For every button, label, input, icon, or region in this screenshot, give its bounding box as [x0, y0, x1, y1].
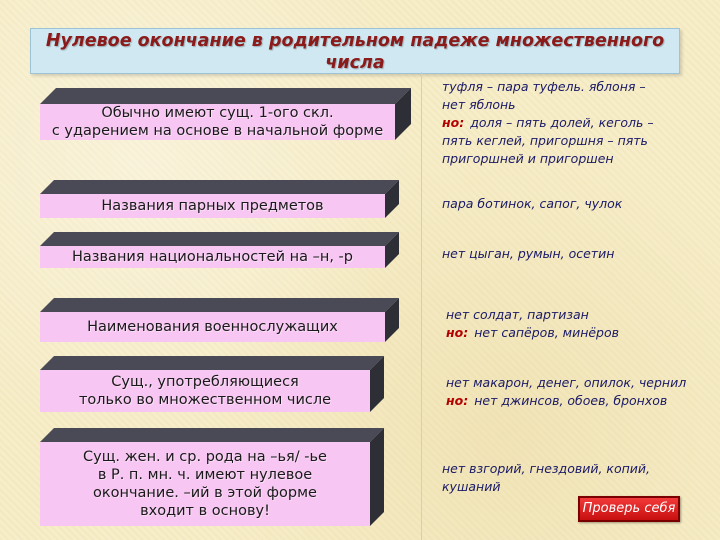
exception-marker: но: — [446, 325, 469, 340]
example-line — [442, 460, 712, 478]
card-top-face — [40, 298, 399, 312]
example-block — [446, 374, 712, 410]
example-line — [446, 324, 712, 342]
example-text: нет яблонь — [442, 97, 516, 112]
rule-line: Наименования военнослужащих — [87, 319, 338, 335]
card-top-face — [40, 232, 399, 246]
rule-line: Названия парных предметов — [101, 198, 324, 214]
rule-line: Сущ., употребляющиеся — [111, 374, 299, 390]
example-line — [442, 132, 712, 150]
rule-card — [40, 88, 411, 140]
rule-line: Сущ. жен. и ср. рода на –ья/ -ье — [83, 449, 327, 465]
column-divider — [421, 72, 422, 540]
rule-card — [40, 428, 384, 526]
rule-text — [40, 370, 370, 412]
rule-line: с ударением на основе в начальной форме — [51, 123, 384, 139]
example-text: кушаний — [442, 479, 501, 494]
example-line — [446, 374, 712, 392]
rule-line: только во множественном числе — [78, 392, 332, 408]
rule-line: Названия национальностей на –н, -р — [72, 249, 353, 265]
rule-text — [40, 194, 385, 218]
example-block — [442, 460, 712, 496]
example-text: нет цыган, румын, осетин — [442, 246, 615, 261]
exception-marker: но: — [446, 393, 469, 408]
card-top-face — [40, 356, 384, 370]
example-text: пригоршней и пригоршен — [442, 151, 614, 166]
rule-text — [40, 246, 385, 268]
example-text: доля – пять долей, кеголь – — [470, 115, 654, 130]
rule-line: Обычно имеют сущ. 1-ого скл. — [101, 105, 334, 121]
example-line — [442, 96, 712, 114]
example-line — [442, 78, 712, 96]
exception-marker: но: — [442, 115, 465, 130]
title-line-2: числа — [325, 53, 385, 73]
example-line — [442, 195, 712, 213]
rule-text — [40, 104, 395, 140]
check-yourself-button[interactable]: Проверь себя — [578, 496, 680, 522]
example-block — [442, 78, 712, 168]
example-text: нет джинсов, обоев, бронхов — [474, 393, 668, 408]
example-line — [442, 478, 712, 496]
rule-text — [40, 312, 385, 342]
rule-line: окончание. –ий в этой форме — [93, 485, 317, 501]
example-block — [442, 245, 712, 263]
example-line — [446, 306, 712, 324]
example-block — [442, 195, 712, 213]
rule-card — [40, 298, 399, 342]
example-line — [446, 392, 712, 410]
example-text: пять кеглей, пригоршня – пять — [442, 133, 648, 148]
example-block — [446, 306, 712, 342]
example-line — [442, 245, 712, 263]
rule-card — [40, 232, 399, 268]
example-text: нет взгорий, гнездовий, копий, — [442, 461, 650, 476]
example-text: нет солдат, партизан — [446, 307, 589, 322]
example-line — [442, 114, 712, 132]
card-top-face — [40, 428, 384, 442]
example-line — [442, 150, 712, 168]
example-text: нет сапёров, минёров — [474, 325, 620, 340]
example-text: пара ботинок, сапог, чулок — [442, 196, 623, 211]
rule-line: входит в основу! — [140, 503, 270, 519]
example-text: нет макарон, денег, опилок, чернил — [446, 375, 687, 390]
rule-line: в Р. п. мн. ч. имеют нулевое — [97, 467, 313, 483]
card-top-face — [40, 88, 411, 104]
example-text: туфля – пара туфель. яблоня – — [442, 79, 646, 94]
title-line-1: Нулевое окончание в родительном падеже множественного — [45, 31, 665, 51]
rule-card — [40, 356, 384, 412]
rule-text — [40, 442, 370, 526]
page-title — [30, 28, 680, 74]
rule-card — [40, 180, 399, 218]
card-side-face — [370, 428, 384, 526]
card-top-face — [40, 180, 399, 194]
